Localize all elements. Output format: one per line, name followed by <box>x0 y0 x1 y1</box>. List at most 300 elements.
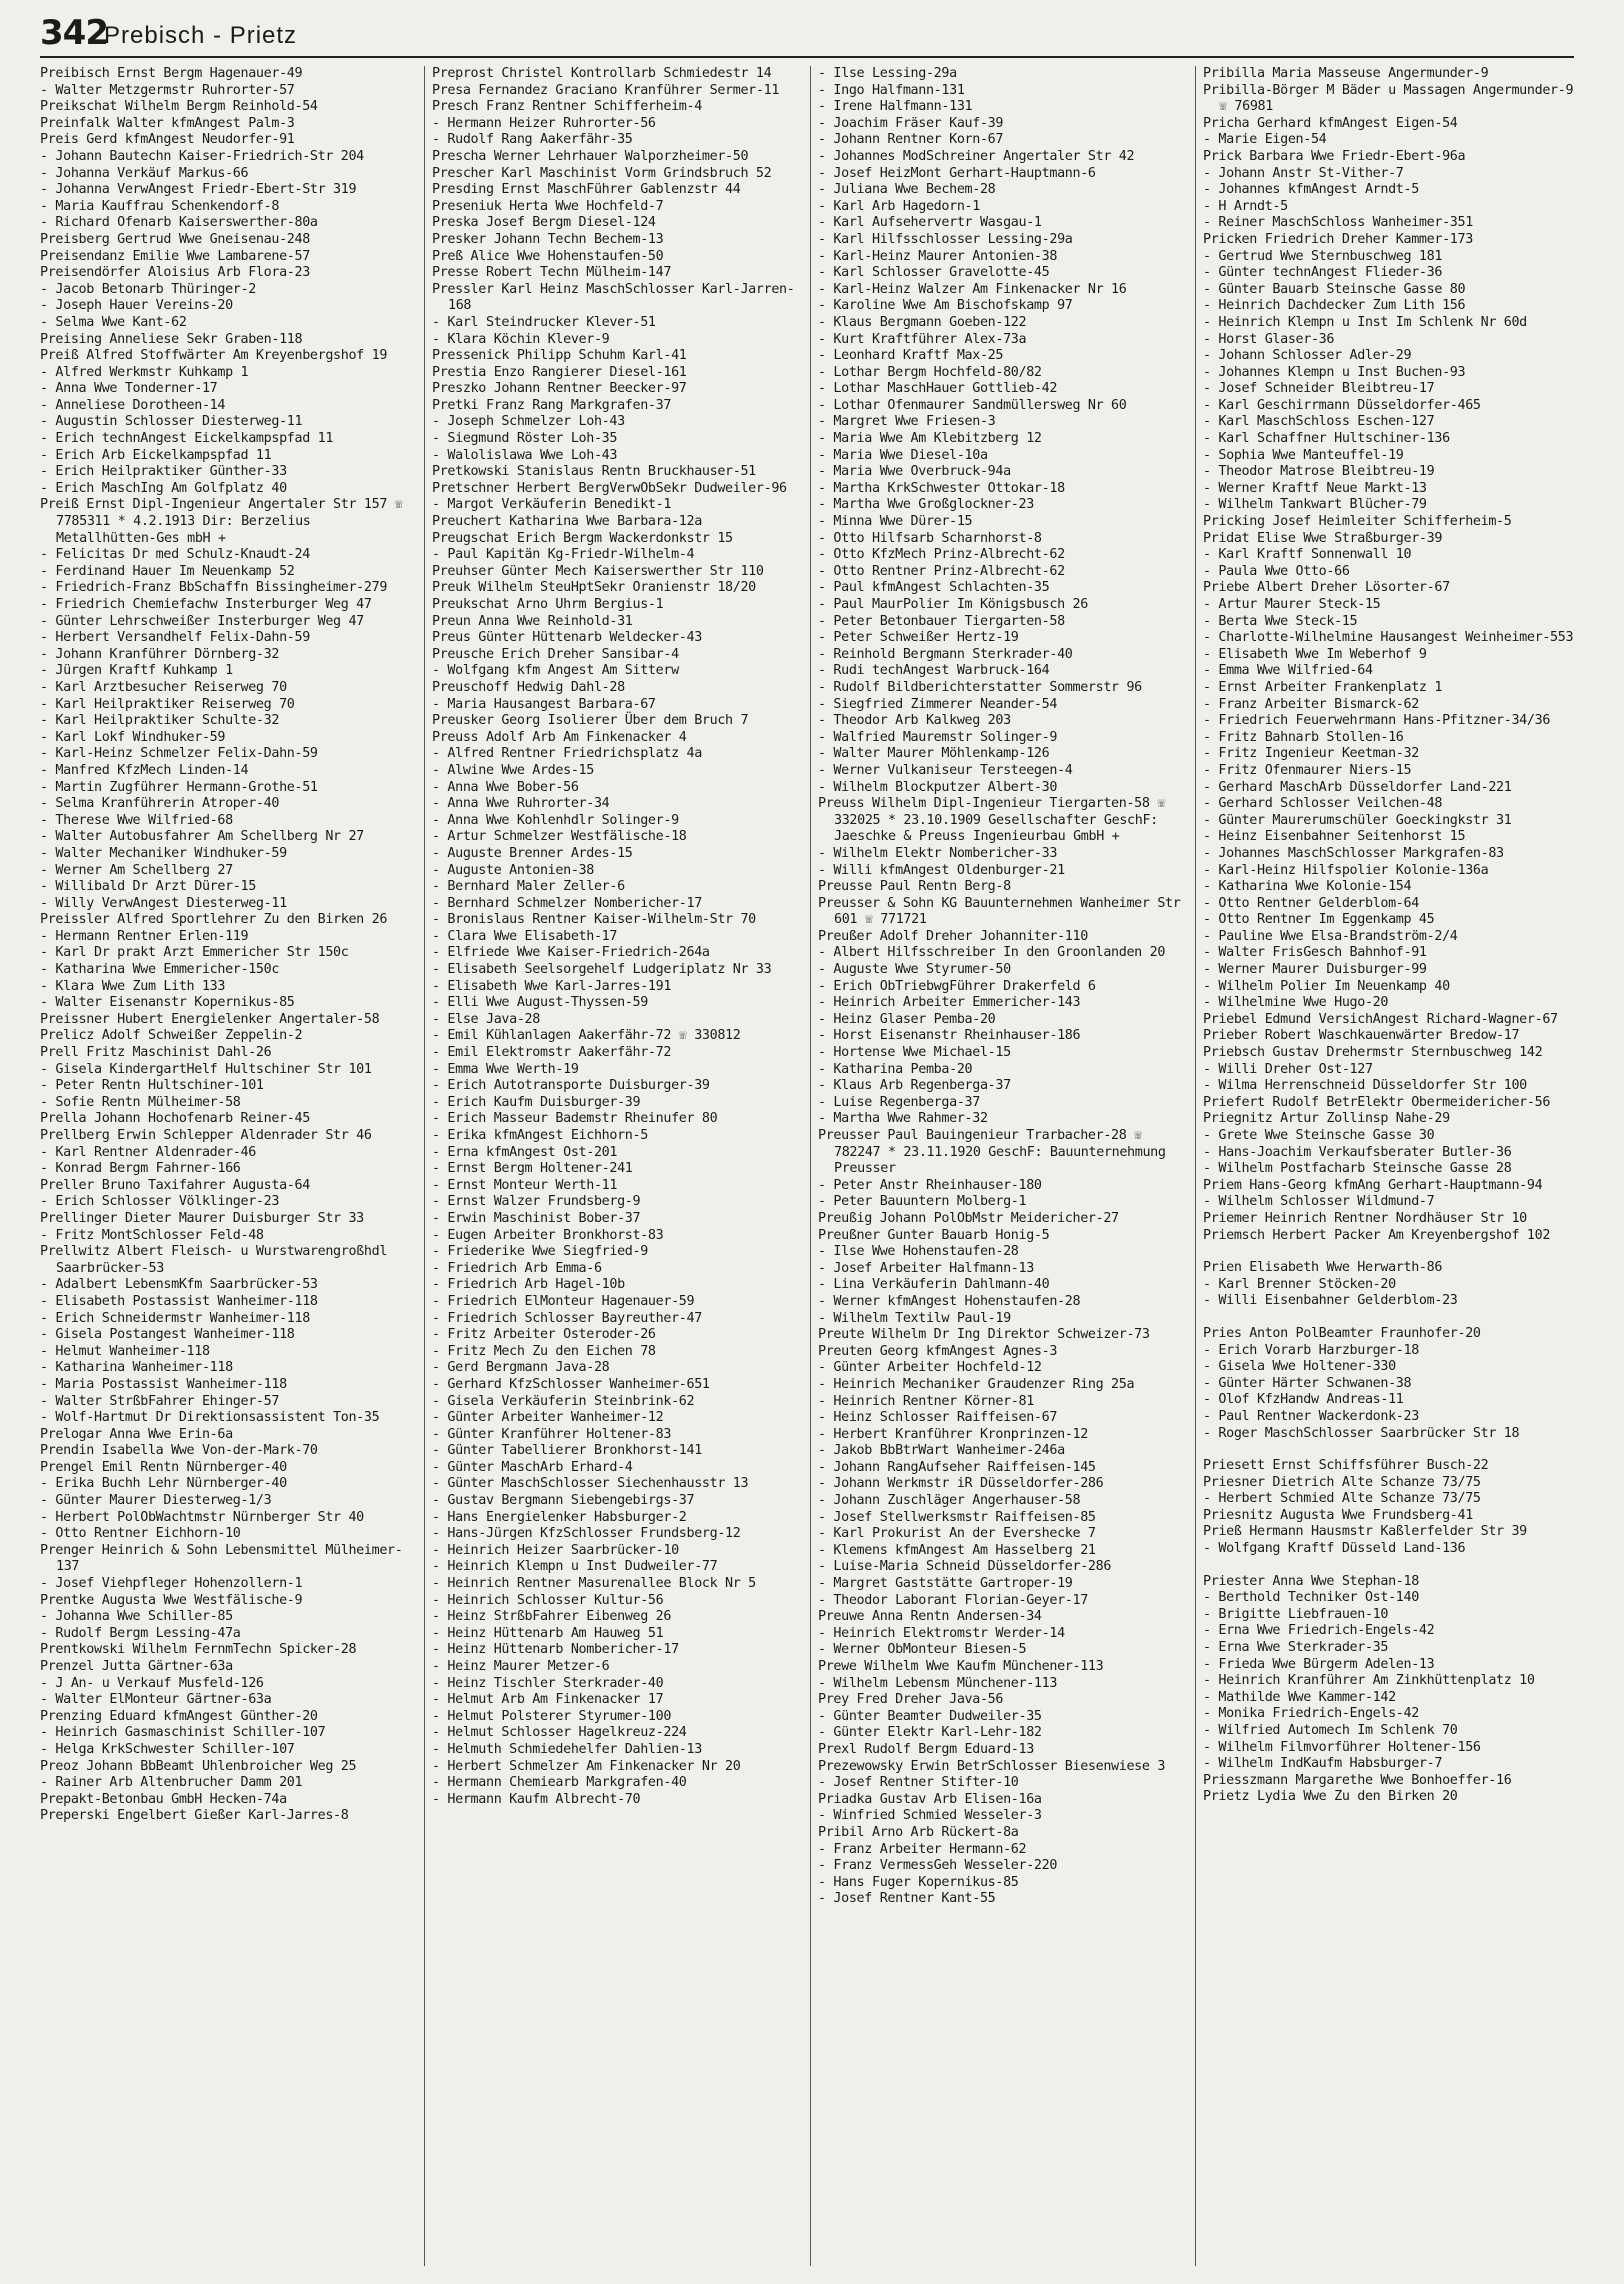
directory-entry: - Fritz Bahnarb Stollen-16 <box>1203 729 1404 745</box>
directory-entry: - Sofie Rentn Mülheimer-58 <box>40 1094 241 1110</box>
directory-entry: - Johann Kranführer Dörnberg-32 <box>40 646 280 662</box>
directory-entry: Prella Johann Hochofenarb Reiner-45 <box>40 1111 310 1127</box>
directory-entry: - Gisela KindergartHelf Hultschiner Str 101 <box>40 1061 372 1077</box>
directory-entry: - Heinrich Rentner Masurenallee Block Nr 5 <box>432 1576 756 1592</box>
directory-entry: - Alfred Rentner Friedrichsplatz 4a <box>432 746 702 762</box>
directory-entry: - Heinrich Dachdecker Zum Lith 156 <box>1203 298 1466 314</box>
directory-entry: - Horst Eisenanstr Rheinhauser-186 <box>818 1028 1081 1044</box>
directory-entry: Priebsch Gustav Drehermstr Sternbuschweg 142 <box>1203 1045 1543 1061</box>
directory-entry: - Karl Arb Hagedorn-1 <box>818 198 980 214</box>
directory-entry: - Heinrich Klempn u Inst Dudweiler-77 <box>432 1559 718 1575</box>
directory-entry: - Fritz Ingenieur Keetman-32 <box>1203 746 1419 762</box>
directory-entry: Prepakt-Betonbau GmbH Hecken-74a <box>40 1791 287 1807</box>
directory-entry: - Karl-Heinz Walzer Am Finkenacker Nr 16 <box>818 281 1127 297</box>
directory-entry: Preugschat Erich Bergm Wackerdonkstr 15 <box>432 530 733 546</box>
directory-entry: - Erich technAngest Eickelkampspfad 11 <box>40 431 334 447</box>
directory-entry: Prenzing Eduard kfmAngest Günther-20 <box>40 1708 318 1724</box>
directory-entry: - Siegfried Zimmerer Neander-54 <box>818 696 1058 712</box>
directory-entry: - Katharina Wanheimer-118 <box>40 1360 233 1376</box>
directory-entry: Preinfalk Walter kfmAngest Palm-3 <box>40 115 295 131</box>
directory-entry: - Ernst Bergm Holtener-241 <box>432 1161 633 1177</box>
directory-entry: - Erich Masseur Bademstr Rheinufer 80 <box>432 1111 718 1127</box>
directory-entry: - Johann Bautechn Kaiser-Friedrich-Str 204 <box>40 148 364 164</box>
directory-entry: - Wilma Herrenschneid Düsseldorfer Str 100 <box>1203 1078 1527 1094</box>
directory-entry: - Richard Ofenarb Kaiserswerther-80a <box>40 215 318 231</box>
directory-entry: - Elli Wwe August-Thyssen-59 <box>432 995 648 1011</box>
directory-entry: - Helmuth Schmiedehelfer Dahlien-13 <box>432 1741 702 1757</box>
entry-gap <box>1203 1442 1583 1458</box>
directory-entry: - Artur Maurer Steck-15 <box>1203 597 1381 612</box>
directory-entry: - Walter ElMonteur Gärtner-63a <box>40 1692 272 1708</box>
directory-entry: - Joseph Hauer Vereins-20 <box>40 298 233 314</box>
directory-entry: - Anna Wwe Ruhrorter-34 <box>432 796 610 812</box>
directory-entry: - Augustin Schlosser Diesterweg-11 <box>40 414 303 430</box>
directory-entry: - Johannes kfmAngest Arndt-5 <box>1203 182 1419 198</box>
directory-entry: - Heinrich Schlosser Kultur-56 <box>432 1592 664 1608</box>
directory-entry: Preußig Johann PolObMstr Meidericher-27 <box>818 1210 1119 1226</box>
directory-entry: - Walter Autobusfahrer Am Schellberg Nr 27 <box>40 829 364 845</box>
directory-entry: - Selma Kranführerin Atroper-40 <box>40 796 280 812</box>
directory-entry: Prezewowsky Erwin BetrSchlosser Biesenwiese 3 <box>818 1758 1166 1774</box>
directory-entry: - Reiner MaschSchloss Wanheimer-351 <box>1203 215 1473 231</box>
directory-entry: - Fritz Mech Zu den Eichen 78 <box>432 1343 656 1359</box>
directory-entry: Priesett Ernst Schiffsführer Busch-22 <box>1203 1458 1489 1474</box>
directory-entry: - Werner Vulkaniseur Tersteegen-4 <box>818 762 1073 778</box>
directory-entry: - Peter Schweißer Hertz-19 <box>818 630 1019 646</box>
directory-entry: - Grete Wwe Steinsche Gasse 30 <box>1203 1128 1435 1143</box>
directory-entry: Priesnitz Augusta Wwe Frundsberg-41 <box>1203 1507 1473 1523</box>
directory-entry: - Karl-Heinz Hilfspolier Kolonie-136a <box>1203 862 1489 878</box>
directory-entry: - Friedrich Feuerwehrmann Hans-Pfitzner-34/36 <box>1203 713 1551 729</box>
directory-entry: - Hans-Joachim Verkaufsberater Butler-36 <box>1203 1144 1512 1160</box>
directory-entry: - Siegmund Röster Loh-35 <box>432 431 618 447</box>
directory-entry: - Rudolf Bergm Lessing-47a <box>40 1625 241 1641</box>
directory-entry: Priegnitz Artur Zollinsp Nahe-29 <box>1203 1111 1450 1127</box>
directory-entry: - Karl-Heinz Maurer Antonien-38 <box>818 248 1058 264</box>
directory-entry: - Hermann Heizer Ruhrorter-56 <box>432 115 656 131</box>
directory-entry: - Fritz Ofenmaurer Niers-15 <box>1203 762 1412 778</box>
directory-entry: - Gerd Bergmann Java-28 <box>432 1360 610 1376</box>
directory-entry: - Juliana Wwe Bechem-28 <box>818 182 996 198</box>
directory-entry: Pribil Arno Arb Rückert-8a <box>818 1824 1019 1840</box>
directory-entry: - Hans-Jürgen KfzSchlosser Frundsberg-12 <box>432 1526 741 1542</box>
directory-entry: - Auguste Brenner Ardes-15 <box>432 845 633 861</box>
directory-entry: - Erich Autotransporte Duisburger-39 <box>432 1078 710 1094</box>
directory-entry: - Hermann Kaufm Albrecht-70 <box>432 1791 641 1807</box>
directory-entry: Pressler Karl Heinz MaschSchlosser Karl-Jarren-168 <box>432 281 795 314</box>
directory-entry: Priadka Gustav Arb Elisen-16a <box>818 1791 1042 1807</box>
directory-entry: Prendin Isabella Wwe Von-der-Mark-70 <box>40 1443 318 1459</box>
directory-entry: Prelicz Adolf Schweißer Zeppelin-2 <box>40 1028 303 1044</box>
directory-entry: - Walter Maurer Möhlenkamp-126 <box>818 746 1050 762</box>
directory-entry: - Günter MaschSchlosser Siechenhausstr 13 <box>432 1476 749 1492</box>
directory-entry: Prewe Wilhelm Wwe Kaufm Münchener-113 <box>818 1659 1104 1674</box>
directory-entry: - Bernhard Schmelzer Nombericher-17 <box>432 895 702 911</box>
directory-entry: - Maria Postassist Wanheimer-118 <box>40 1376 287 1392</box>
directory-entry: - Jakob BbBtrWart Wanheimer-246a <box>818 1443 1065 1459</box>
directory-entry: - Heinrich Rentner Körner-81 <box>818 1393 1034 1409</box>
directory-entry: Preute Wilhelm Dr Ing Direktor Schweizer-73 <box>818 1327 1150 1343</box>
directory-entry: Presse Robert Techn Mülheim-147 <box>432 265 672 281</box>
directory-entry: - Herbert Versandhelf Felix-Dahn-59 <box>40 630 310 646</box>
directory-entry: - Johann Anstr St-Vither-7 <box>1203 165 1404 181</box>
directory-entry: - Ilse Wwe Hohenstaufen-28 <box>818 1244 1019 1260</box>
directory-entry: - Reinhold Bergmann Sterkrader-40 <box>818 646 1073 662</box>
directory-entry: Pries Anton PolBeamter Fraunhofer-20 <box>1203 1325 1481 1341</box>
directory-entry: - Johann Rentner Korn-67 <box>818 132 1004 148</box>
directory-entry: Preuk Wilhelm SteuHptSekr Oranienstr 18/20 <box>432 580 756 596</box>
directory-entry: - Wolfgang Kraftf Düsseld Land-136 <box>1203 1541 1466 1557</box>
directory-entry: - Margot Verkäuferin Benedikt-1 <box>432 497 672 513</box>
directory-column-1 <box>40 66 424 2266</box>
directory-entry: - Margret Gaststätte Gartroper-19 <box>818 1576 1073 1592</box>
directory-entry: - Klaus Arb Regenberga-37 <box>818 1078 1011 1094</box>
directory-entry: - Karl Heilpraktiker Reiserweg 70 <box>40 696 295 712</box>
directory-entry: - Erna Wwe Friedrich-Engels-42 <box>1203 1623 1435 1639</box>
directory-entry: - Walter Metzgermstr Ruhrorter-57 <box>40 82 295 98</box>
directory-entry: - Theodor Matrose Bleibtreu-19 <box>1203 464 1435 480</box>
directory-entry: - Emil Elektromstr Aakerfähr-72 <box>432 1045 672 1061</box>
directory-entry: - Herbert Schmelzer Am Finkenacker Nr 20 <box>432 1758 741 1774</box>
directory-entry: - Clara Wwe Elisabeth-17 <box>432 928 618 944</box>
directory-entry: - Emma Wwe Wilfried-64 <box>1203 663 1373 679</box>
directory-entry: Pribilla Maria Masseuse Angermunder-9 <box>1203 66 1489 81</box>
directory-entry: Preusker Georg Isolierer Über dem Bruch 7 <box>432 713 749 729</box>
directory-entry: - Johannes Klempn u Inst Buchen-93 <box>1203 364 1466 380</box>
directory-entry: - Berthold Techniker Ost-140 <box>1203 1590 1419 1606</box>
directory-entry: - Olof KfzHandw Andreas-11 <box>1203 1392 1404 1408</box>
directory-entry: - Gisela Verkäuferin Steinbrink-62 <box>432 1393 695 1409</box>
directory-entry: - Martha KrkSchwester Ottokar-18 <box>818 480 1065 496</box>
directory-entry: - Ernst Walzer Frundsberg-9 <box>432 1194 641 1210</box>
directory-entry: Prey Fred Dreher Java-56 <box>818 1692 1004 1708</box>
directory-entry: - Wilfried Automech Im Schlenk 70 <box>1203 1723 1458 1738</box>
directory-entry: Prietz Lydia Wwe Zu den Birken 20 <box>1203 1789 1458 1805</box>
directory-entry: - Rudi techAngest Warbruck-164 <box>818 663 1050 679</box>
directory-entry: - Elisabeth Seelsorgehelf Ludgeriplatz Nr 33 <box>432 962 772 978</box>
directory-entry: - Karl Hilfsschlosser Lessing-29a <box>818 231 1073 247</box>
directory-entry: - Günter Härter Schwanen-38 <box>1203 1375 1412 1391</box>
directory-entry: - Heinz Hüttenarb Nombericher-17 <box>432 1642 679 1658</box>
directory-entry: - Winfried Schmied Wesseler-3 <box>818 1808 1042 1824</box>
directory-entry: - Klara Wwe Zum Lith 133 <box>40 978 226 994</box>
directory-entry: - Heinz Maurer Metzer-6 <box>432 1659 610 1674</box>
directory-entry: - Wilhelm Filmvorführer Holtener-156 <box>1203 1739 1481 1755</box>
directory-entry: - Wilhelm Lebensm Münchener-113 <box>818 1675 1058 1691</box>
directory-entry: - Günter Arbeiter Hochfeld-12 <box>818 1360 1042 1376</box>
directory-entry: - Karl Arztbesucher Reiserweg 70 <box>40 679 287 695</box>
directory-entry: - Willi kfmAngest Oldenburger-21 <box>818 862 1065 878</box>
directory-entry: - Josef Arbeiter Halfmann-13 <box>818 1260 1034 1276</box>
directory-entry: - Johannes MaschSchlosser Markgrafen-83 <box>1203 845 1504 861</box>
directory-entry: Prellberg Erwin Schlepper Aldenrader Str 46 <box>40 1128 372 1143</box>
directory-entry: - Karoline Wwe Am Bischofskamp 97 <box>818 298 1073 314</box>
directory-entry: - Anna Wwe Kohlenhdlr Solinger-9 <box>432 812 679 828</box>
directory-entry: - Katharina Wwe Emmericher-150c <box>40 962 280 978</box>
directory-entry: - Emma Wwe Werth-19 <box>432 1061 579 1077</box>
directory-entry: - Maria Hausangest Barbara-67 <box>432 696 656 712</box>
directory-entry: - Günter Bauarb Steinsche Gasse 80 <box>1203 281 1466 297</box>
directory-entry: - Karl Lokf Windhuker-59 <box>40 729 226 745</box>
directory-entry: Preuss Adolf Arb Am Finkenacker 4 <box>432 729 687 745</box>
directory-entry: - Fritz Arbeiter Osteroder-26 <box>432 1327 656 1343</box>
directory-entry: - Josef HeizMont Gerhart-Hauptmann-6 <box>818 165 1096 181</box>
directory-entry: - Günter Kranführer Holtener-83 <box>432 1426 672 1442</box>
directory-entry: - Elfriede Wwe Kaiser-Friedrich-264a <box>432 945 710 961</box>
directory-entry: Preikschat Wilhelm Bergm Reinhold-54 <box>40 99 318 115</box>
directory-entry: Priefert Rudolf BetrElektr Obermeidericher-56 <box>1203 1094 1551 1110</box>
directory-entry: - Wolfgang kfm Angest Am Sitterw <box>432 663 679 679</box>
directory-entry: - Bronislaus Rentner Kaiser-Wilhelm-Str 70 <box>432 912 756 928</box>
directory-entry: - Karl Brenner Stöcken-20 <box>1203 1276 1396 1292</box>
directory-entry: - Fritz MontSchlosser Feld-48 <box>40 1227 264 1243</box>
directory-entry: - Paul MaurPolier Im Königsbusch 26 <box>818 597 1088 612</box>
directory-entry: - Hermann Chemiearb Markgrafen-40 <box>432 1775 687 1791</box>
directory-entry: Prescher Karl Maschinist Vorm Grindsbruch 52 <box>432 165 772 181</box>
directory-entry: - Artur Schmelzer Westfälische-18 <box>432 829 687 845</box>
directory-entry: - Pauline Wwe Elsa-Brandström-2/4 <box>1203 928 1458 944</box>
directory-entry: - Wilhelmine Wwe Hugo-20 <box>1203 995 1389 1011</box>
directory-entry: Prelogar Anna Wwe Erin-6a <box>40 1426 233 1442</box>
directory-entry: - Josef Rentner Stifter-10 <box>818 1775 1019 1791</box>
directory-entry: Prescha Werner Lehrhauer Walporzheimer-50 <box>432 148 749 164</box>
directory-entry: - Elisabeth Wwe Karl-Jarres-191 <box>432 978 672 994</box>
directory-entry: Preß Alice Wwe Hohenstaufen-50 <box>432 248 664 264</box>
directory-entry: - Irene Halfmann-131 <box>818 99 973 115</box>
directory-entry: - Alfred Werkmstr Kuhkamp 1 <box>40 364 249 380</box>
directory-entry: - Erna kfmAngest Ost-201 <box>432 1144 618 1160</box>
directory-entry: - Günter Elektr Karl-Lehr-182 <box>818 1725 1042 1741</box>
directory-entry: Priebe Albert Dreher Lösorter-67 <box>1203 580 1450 596</box>
directory-entry: - Erich Schneidermstr Wanheimer-118 <box>40 1310 310 1326</box>
directory-entry: - Erich MaschIng Am Golfplatz 40 <box>40 480 287 496</box>
directory-entry: - Luise Regenberga-37 <box>818 1094 980 1110</box>
directory-entry: - Ilse Lessing-29a <box>818 66 957 81</box>
directory-entry: - Albert Hilfsschreiber In den Groonlanden 20 <box>818 945 1166 961</box>
directory-entry: - Heinz Schlosser Raiffeisen-67 <box>818 1410 1058 1426</box>
directory-entry: - Karl Dr prakt Arzt Emmericher Str 150c <box>40 945 349 961</box>
directory-entry: - Walfried Mauremstr Solinger-9 <box>818 729 1058 745</box>
directory-entry: - Wolf-Hartmut Dr Direktionsassistent Ton-35 <box>40 1410 380 1426</box>
directory-entry: - Herbert Schmied Alte Schanze 73/75 <box>1203 1491 1481 1507</box>
directory-entry: - Mathilde Wwe Kammer-142 <box>1203 1689 1396 1705</box>
directory-entry: - Otto Hilfsarb Scharnhorst-8 <box>818 530 1042 546</box>
directory-entry: - Wilhelm Blockputzer Albert-30 <box>818 779 1058 795</box>
directory-entry: Prexl Rudolf Bergm Eduard-13 <box>818 1741 1034 1757</box>
directory-entry: - Günter Maurerumschüler Goeckingkstr 31 <box>1203 812 1512 828</box>
directory-entry: Preuwe Anna Rentn Andersen-34 <box>818 1609 1042 1625</box>
directory-entry: Preoz Johann BbBeamt Uhlenbroicher Weg 25 <box>40 1758 357 1774</box>
directory-entry: - Gerhard MaschArb Düsseldorfer Land-221 <box>1203 779 1512 795</box>
directory-entry: - Johann Werkmstr iR Düsseldorfer-286 <box>818 1476 1104 1492</box>
directory-entry: Priester Anna Wwe Stephan-18 <box>1203 1573 1419 1589</box>
directory-entry: Prieß Hermann Hausmstr Kaßlerfelder Str 39 <box>1203 1524 1527 1540</box>
directory-entry: - Herbert PolObWachtmstr Nürnberger Str 40 <box>40 1509 364 1525</box>
directory-entry: Prick Barbara Wwe Friedr-Ebert-96a <box>1203 148 1466 164</box>
directory-entry: - Josef Schneider Bleibtreu-17 <box>1203 381 1435 397</box>
directory-entry: - Karl Geschirrmann Düsseldorfer-465 <box>1203 397 1481 413</box>
directory-entry: - Heinrich Arbeiter Emmericher-143 <box>818 995 1081 1011</box>
directory-entry: - Friederike Wwe Siegfried-9 <box>432 1244 648 1260</box>
directory-entry: - Selma Wwe Kant-62 <box>40 314 187 330</box>
directory-entry: - Lothar Bergm Hochfeld-80/82 <box>818 364 1042 380</box>
directory-entry: - Berta Wwe Steck-15 <box>1203 613 1358 629</box>
directory-entry: Presch Franz Rentner Schifferheim-4 <box>432 99 702 115</box>
directory-entry: Pretki Franz Rang Markgrafen-37 <box>432 397 672 413</box>
directory-entry: - Franz Arbeiter Hermann-62 <box>818 1841 1027 1857</box>
directory-entry: - Bernhard Maler Zeller-6 <box>432 879 625 895</box>
directory-entry: - Erich Heilpraktiker Günther-33 <box>40 464 287 480</box>
directory-entry: - Else Java-28 <box>432 1011 540 1027</box>
directory-entry: Preis Gerd kfmAngest Neudorfer-91 <box>40 132 295 148</box>
directory-entry: - Walter Mechaniker Windhuker-59 <box>40 845 287 861</box>
directory-entry: - Helmut Polsterer Styrumer-100 <box>432 1708 672 1724</box>
directory-entry: - Karl-Heinz Schmelzer Felix-Dahn-59 <box>40 746 318 762</box>
directory-entry: - Karl Kraftf Sonnenwall 10 <box>1203 547 1412 563</box>
directory-entry: - Friedrich ElMonteur Hagenauer-59 <box>432 1293 695 1309</box>
directory-entry: - Peter Betonbauer Tiergarten-58 <box>818 613 1065 629</box>
directory-entry: - Heinz Glaser Pemba-20 <box>818 1011 996 1027</box>
directory-entry: Preußner Gunter Bauarb Honig-5 <box>818 1227 1050 1243</box>
directory-entry: - Auguste Antonien-38 <box>432 862 594 878</box>
directory-entry: - Paul Rentner Wackerdonk-23 <box>1203 1408 1419 1424</box>
directory-entry: - Marie Eigen-54 <box>1203 132 1327 148</box>
directory-entry: Prien Elisabeth Wwe Herwarth-86 <box>1203 1260 1443 1276</box>
directory-entry: - Walter Eisenanstr Kopernikus-85 <box>40 995 295 1011</box>
directory-entry: Presding Ernst MaschFührer Gablenzstr 44 <box>432 182 741 198</box>
entry-gap <box>1203 1244 1583 1260</box>
directory-entry: - Walter FrisGesch Bahnhof-91 <box>1203 945 1427 961</box>
directory-entry: - Wilhelm Elektr Nombericher-33 <box>818 845 1058 861</box>
directory-entry: Pressenick Philipp Schuhm Karl-41 <box>432 348 687 364</box>
directory-entry: - Luise-Maria Schneid Düsseldorfer-286 <box>818 1559 1112 1575</box>
directory-entry: - Friedrich Arb Hagel-10b <box>432 1277 625 1293</box>
directory-entry: - Günter technAngest Flieder-36 <box>1203 265 1443 281</box>
directory-entry: Preuten Georg kfmAngest Agnes-3 <box>818 1343 1058 1359</box>
directory-entry: - Erich Schlosser Völklinger-23 <box>40 1194 280 1210</box>
directory-entry: - Martha Wwe Großglockner-23 <box>818 497 1034 513</box>
directory-entry: - Rainer Arb Altenbrucher Damm 201 <box>40 1775 303 1791</box>
page-number: 342 <box>40 13 108 53</box>
directory-entry: - Peter Bauuntern Molberg-1 <box>818 1194 1027 1210</box>
directory-entry: - Margret Wwe Friesen-3 <box>818 414 996 430</box>
directory-entry: - Johanna Wwe Schiller-85 <box>40 1609 233 1625</box>
directory-entry: - Paul Kapitän Kg-Friedr-Wilhelm-4 <box>432 547 695 563</box>
directory-entry: Preus Günter Hüttenarb Weldecker-43 <box>432 630 702 646</box>
directory-entry: - Anna Wwe Tonderner-17 <box>40 381 218 397</box>
directory-entry: Preun Anna Wwe Reinhold-31 <box>432 613 633 629</box>
directory-entry: - Monika Friedrich-Engels-42 <box>1203 1706 1419 1722</box>
directory-entry: - Leonhard Kraftf Max-25 <box>818 348 1004 364</box>
directory-entry: - Johanna VerwAngest Friedr-Ebert-Str 319 <box>40 182 357 198</box>
directory-entry: - Erich Arb Eickelkampspfad 11 <box>40 447 272 463</box>
directory-entry: Pricking Josef Heimleiter Schifferheim-5 <box>1203 514 1512 530</box>
directory-entry: Priebel Edmund VersichAngest Richard-Wagner-67 <box>1203 1011 1558 1027</box>
directory-entry: - Eugen Arbeiter Bronkhorst-83 <box>432 1227 664 1243</box>
directory-entry: Pretschner Herbert BergVerwObSekr Dudweiler-96 <box>432 480 787 496</box>
directory-entry: - J An- u Verkauf Musfeld-126 <box>40 1675 264 1691</box>
directory-entry: Priemer Heinrich Rentner Nordhäuser Str 10 <box>1203 1210 1527 1226</box>
directory-entry: - Erwin Maschinist Bober-37 <box>432 1210 641 1226</box>
directory-entry: - Josef Rentner Kant-55 <box>818 1891 996 1907</box>
directory-entry: - Paul kfmAngest Schlachten-35 <box>818 580 1050 596</box>
directory-entry: - Heinrich Klempn u Inst Im Schlenk Nr 60d <box>1203 314 1527 330</box>
directory-entry: - Willi Eisenbahner Gelderblom-23 <box>1203 1293 1458 1309</box>
directory-entry: Prentke Augusta Wwe Westfälische-9 <box>40 1592 303 1608</box>
directory-entry: Preperski Engelbert Gießer Karl-Jarres-8 <box>40 1808 349 1824</box>
entry-gap <box>1203 1310 1583 1326</box>
directory-entry: - Hans Energielenker Habsburger-2 <box>432 1509 687 1525</box>
directory-entry: Preissner Hubert Energielenker Angertaler-58 <box>40 1011 380 1027</box>
directory-entry: - Karl Schlosser Gravelotte-45 <box>818 265 1050 281</box>
directory-entry: - Maria Wwe Overbruck-94a <box>818 464 1011 480</box>
directory-column-2 <box>424 66 808 2266</box>
directory-entry: Prenger Heinrich & Sohn Lebensmittel Mülheimer-137 <box>40 1542 403 1575</box>
directory-entry: - Heinrich Mechaniker Graudenzer Ring 25a <box>818 1376 1135 1392</box>
directory-entry: Preuchert Katharina Wwe Barbara-12a <box>432 514 702 530</box>
directory-entry: - Gerhard Schlosser Veilchen-48 <box>1203 796 1443 812</box>
directory-entry: Presa Fernandez Graciano Kranführer Sermer-11 <box>432 82 780 98</box>
directory-entry: - Elisabeth Postassist Wanheimer-118 <box>40 1293 318 1309</box>
directory-entry: - Kurt Kraftführer Alex-73a <box>818 331 1027 347</box>
directory-entry: Preuss Wilhelm Dipl-Ingenieur Tiergarten-58 ☏ 332025 * 23.10.1909 Gesellschafter GeschF: Jaeschke & Preuss Ingenieurbau GmbH + <box>818 796 1166 845</box>
directory-entry: - Elisabeth Wwe Im Weberhof 9 <box>1203 646 1427 662</box>
directory-entry: Pricken Friedrich Dreher Kammer-173 <box>1203 231 1473 247</box>
directory-entry: Prestia Enzo Rangierer Diesel-161 <box>432 364 687 380</box>
directory-entry: - Horst Glaser-36 <box>1203 331 1335 347</box>
directory-entry: - Johann Zuschläger Angerhauser-58 <box>818 1493 1081 1509</box>
directory-entry: - Karl Heilpraktiker Schulte-32 <box>40 713 280 729</box>
directory-entry: - Heinz StrßbFahrer Eibenweg 26 <box>432 1609 672 1625</box>
directory-entry: Pretkowski Stanislaus Rentn Bruckhauser-51 <box>432 464 756 480</box>
directory-entry: - Brigitte Liebfrauen-10 <box>1203 1606 1389 1622</box>
directory-entry: - Sophia Wwe Manteuffel-19 <box>1203 447 1404 463</box>
directory-entry: - Gisela Wwe Holtener-330 <box>1203 1359 1396 1375</box>
directory-entry: - Klemens kfmAngest Am Hasselberg 21 <box>818 1542 1096 1558</box>
directory-entry: - Ingo Halfmann-131 <box>818 82 965 98</box>
directory-entry: - Klara Köchin Klever-9 <box>432 331 610 347</box>
directory-entry: - Konrad Bergm Fahrner-166 <box>40 1161 241 1177</box>
directory-entry: - Josef Viehpfleger Hohenzollern-1 <box>40 1576 303 1592</box>
directory-entry: - Martha Wwe Rahmer-32 <box>818 1111 988 1127</box>
directory-entry: Preszko Johann Rentner Beecker-97 <box>432 381 687 397</box>
directory-entry: Priemsch Herbert Packer Am Kreyenbergshof 102 <box>1203 1227 1551 1243</box>
directory-entry: - Katharina Wwe Kolonie-154 <box>1203 879 1412 895</box>
directory-entry: - Lothar Ofenmaurer Sandmüllersweg Nr 60 <box>818 397 1127 413</box>
directory-entry: - Werner Maurer Duisburger-99 <box>1203 962 1427 978</box>
directory-entry: - Wilhelm Postfacharb Steinsche Gasse 28 <box>1203 1161 1512 1177</box>
directory-entry: Prell Fritz Maschinist Dahl-26 <box>40 1045 272 1061</box>
directory-entry: - Wilhelm IndKaufm Habsburger-7 <box>1203 1756 1443 1772</box>
directory-entry: - Werner Am Schellberg 27 <box>40 862 233 878</box>
directory-entry: - Maria Kauffrau Schenkendorf-8 <box>40 198 280 214</box>
directory-entry: - Gerhard KfzSchlosser Wanheimer-651 <box>432 1376 710 1392</box>
directory-entry: - Günter MaschArb Erhard-4 <box>432 1459 633 1475</box>
directory-entry: - Ernst Monteur Werth-11 <box>432 1177 618 1193</box>
page-header <box>40 10 1574 58</box>
directory-entry: - Karl Prokurist An der Evershecke 7 <box>818 1526 1096 1542</box>
directory-entry: - Lina Verkäuferin Dahlmann-40 <box>818 1277 1050 1293</box>
directory-entry: - Emil Kühlanlagen Aakerfähr-72 ☏ 330812 <box>432 1028 741 1044</box>
entry-gap <box>1203 1558 1583 1574</box>
directory-entry: - Gisela Postangest Wanheimer-118 <box>40 1327 295 1343</box>
directory-entry: - Joseph Schmelzer Loh-43 <box>432 414 625 430</box>
directory-entry: - Erika kfmAngest Eichhorn-5 <box>432 1128 648 1143</box>
directory-entry: - Peter Rentn Hultschiner-101 <box>40 1078 264 1094</box>
directory-entry: - Hermann Rentner Erlen-119 <box>40 928 249 944</box>
directory-entry: - Jacob Betonarb Thüringer-2 <box>40 281 256 297</box>
directory-entry: - Karl Aufsehervertr Wasgau-1 <box>818 215 1042 231</box>
